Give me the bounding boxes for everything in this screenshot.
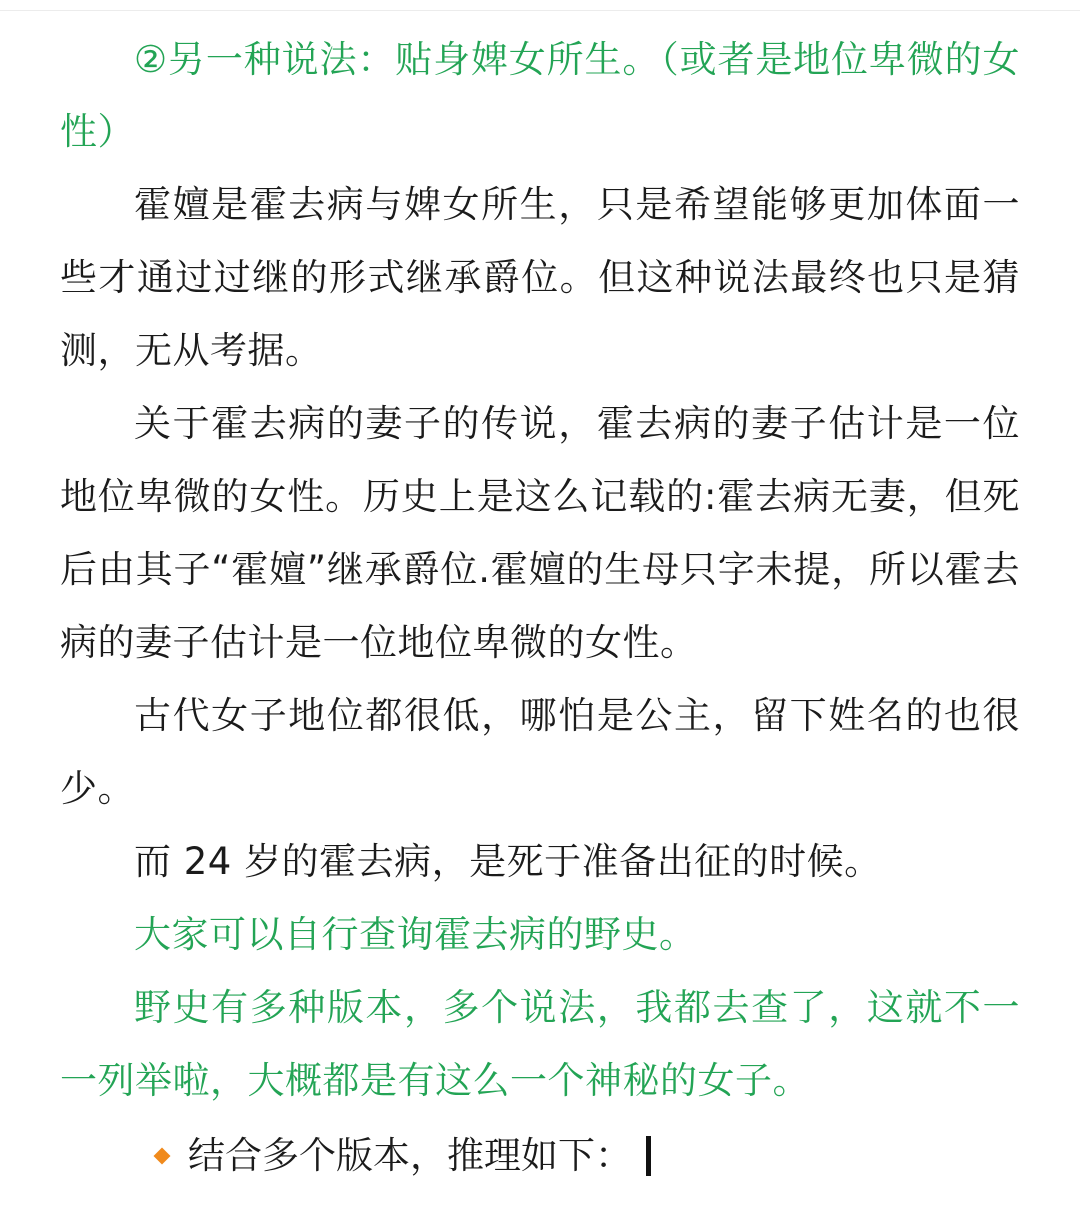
paragraph-women-status: 古代女子地位都很低，哪怕是公主，留下姓名的也很少。 bbox=[60, 694, 1020, 810]
paragraph-unofficial-history: 大家可以自行查询霍去病的野史。 bbox=[134, 913, 697, 956]
text-cursor bbox=[646, 1136, 651, 1176]
bullet-text: 结合多个版本，推理如下： bbox=[188, 1134, 632, 1177]
bullet-item[interactable] bbox=[60, 1119, 1020, 1192]
paragraph-wife-legend: 关于霍去病的妻子的传说，霍去病的妻子估计是一位地位卑微的女性。历史上是这么记载的:霍去病无妻，但死后由其子“霍嬗”继承爵位.霍嬗的生母只字未提，所以霍去病的妻子估计是一位地位卑微的女性。 bbox=[60, 402, 1020, 664]
article-body bbox=[60, 24, 1020, 1192]
paragraph-death-age: 而 24 岁的霍去病，是死于准备出征的时候。 bbox=[134, 840, 882, 883]
paragraph-alt-theory: ②另一种说法：贴身婢女所生。（或者是地位卑微的女性） bbox=[60, 38, 1020, 153]
paragraph-huo-shan-origin: 霍嬗是霍去病与婢女所生，只是希望能够更加体面一些才通过过继的形式继承爵位。但这种说法最终也只是猜测，无从考据。 bbox=[60, 183, 1020, 372]
orange-diamond-icon bbox=[154, 1147, 171, 1164]
paragraph-versions: 野史有多种版本，多个说法，我都去查了，这就不一一列举啦，大概都是有这么一个神秘的女子。 bbox=[60, 986, 1020, 1102]
top-divider bbox=[0, 10, 1080, 11]
